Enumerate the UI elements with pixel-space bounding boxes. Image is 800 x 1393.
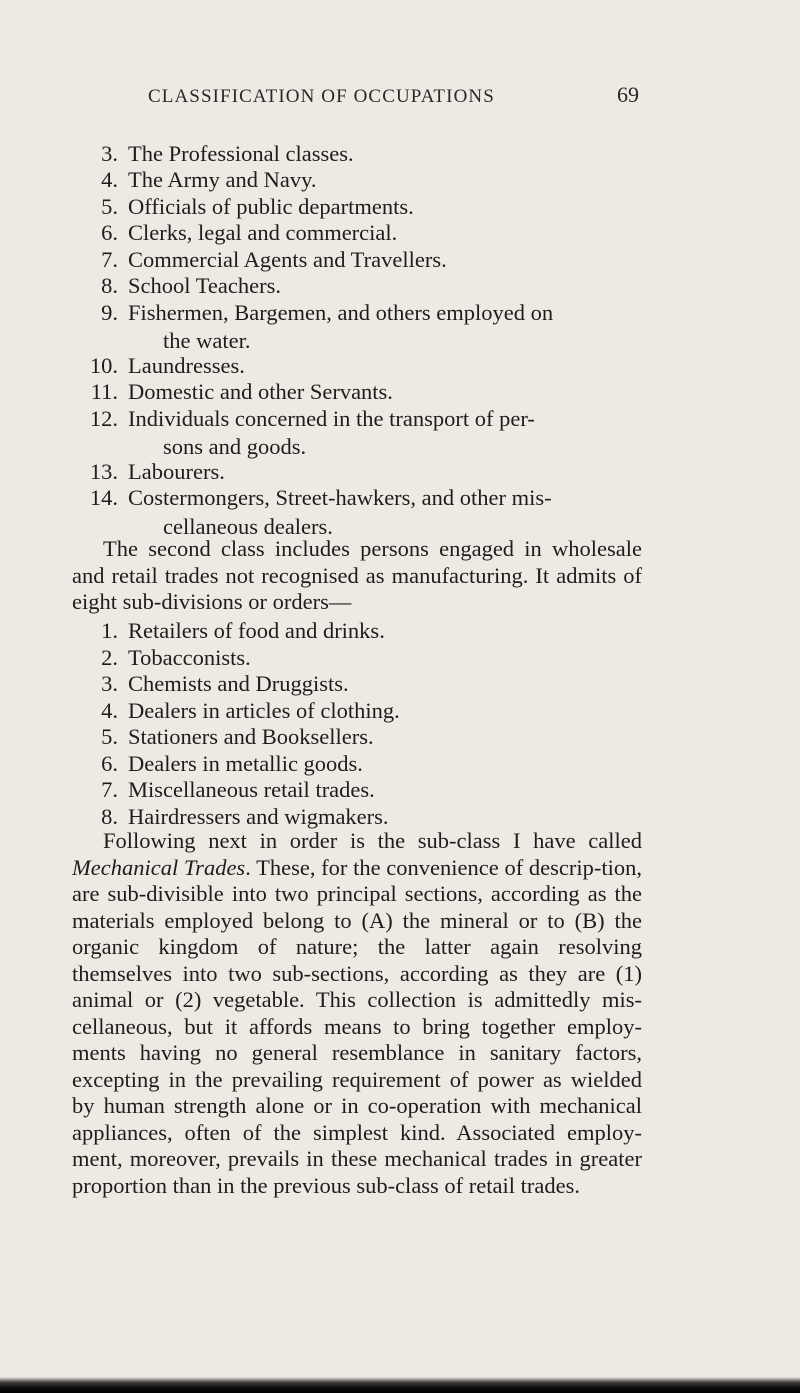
list1-item-number: 13. (89, 459, 118, 484)
list2-item (101, 751, 363, 776)
list1-item-number: 5. (101, 194, 118, 219)
list1-item (90, 379, 393, 404)
list2-item-number: 7. (101, 777, 118, 802)
list1-item-continuation: cellaneous dealers. (163, 514, 333, 539)
list2-item (101, 777, 375, 802)
list2-item-text: Chemists and Druggists. (128, 671, 349, 696)
list2-item-text: Stationers and Booksellers. (128, 724, 374, 749)
list1-item-text: Laundresses. (128, 353, 245, 378)
list2-item-text: Tobacconists. (128, 645, 251, 670)
page-header (148, 82, 668, 116)
list1-item (101, 167, 317, 192)
list1-item-text: Individuals concerned in the transport of per- (128, 406, 535, 431)
list1-item-text: School Teachers. (128, 273, 281, 298)
list1-item-continuation: the water. (163, 328, 251, 353)
list1-item-number: 7. (101, 247, 118, 272)
italic-term: Mechanical Trades (72, 854, 246, 880)
list1-item-number: 9. (101, 300, 118, 325)
list1-item (89, 485, 552, 510)
list1-item-text: Commercial Agents and Travellers. (128, 247, 447, 272)
list1-item-number: 8. (101, 273, 118, 298)
list1-item (89, 406, 535, 431)
list2-item (101, 724, 374, 749)
paragraph-text-continued: . These, for the convenience of descrip-tion, are sub-divisible into two principal sections, according as the materials employed belong to (A) the mineral or to (B) the organic kingdom of nature; the latter again resolving themselves into two sub-sections, according as they are (1) animal or (2) vegetable. This collection is admittedly mis-cellaneous, but it affords means to bring together employ-ments having no general resemblance in sanitary factors, excepting in the prevailing requirement of power as wielded by human strength alone or in co-operation with mechanical appliances, often of the simplest kind. Associated employ-ment, moreover, prevails in these mechanical trades in greater proportion than in the previous sub-class of retail trades. (72, 854, 642, 1198)
list1-item-text: The Professional classes. (128, 141, 354, 166)
list2-item (101, 671, 349, 696)
paragraph-mechanical-trades (72, 828, 642, 1199)
list1-item-text: Domestic and other Servants. (128, 379, 393, 404)
list1-item (89, 459, 225, 484)
list2-item (101, 698, 400, 723)
list2-item-text: Dealers in metallic goods. (128, 751, 363, 776)
list2-item-number: 3. (101, 671, 118, 696)
list2-item-number: 4. (101, 698, 118, 723)
list2-item-text: Miscellaneous retail trades. (128, 777, 375, 802)
list2-item-number: 2. (101, 645, 118, 670)
page-bottom-edge (0, 1377, 800, 1393)
list2-item (101, 645, 251, 670)
list1-item-text: The Army and Navy. (128, 167, 317, 192)
list1-item-text: Costermongers, Street-hawkers, and other mis- (128, 485, 552, 510)
list2-item-number: 8. (101, 804, 118, 829)
list1-item (89, 353, 245, 378)
page-number: 69 (617, 82, 639, 107)
list1-item-number: 11. (90, 379, 118, 404)
list1-item (101, 300, 554, 325)
list1-item-number: 3. (101, 141, 118, 166)
list2-item (101, 804, 389, 829)
running-head: CLASSIFICATION OF OCCUPATIONS (148, 86, 495, 107)
list1-item-number: 6. (101, 220, 118, 245)
list1-item-continuation: sons and goods. (163, 434, 307, 459)
list1-item-number: 4. (101, 167, 118, 192)
list1-item (101, 220, 398, 245)
list1-item (101, 273, 281, 298)
list2-item (101, 618, 385, 643)
list2-item-text: Retailers of food and drinks. (128, 618, 385, 643)
list2-item-number: 1. (101, 618, 118, 643)
paragraph-second-class: The second class includes persons engaged in wholesale and retail trades not recognised as manufacturing. It admits of eight sub-divisions or orders— (72, 536, 642, 614)
list1-item (101, 194, 414, 219)
list1-item-number: 14. (89, 485, 118, 510)
list1-item-text: Labourers. (128, 459, 225, 484)
list2-item-text: Dealers in articles of clothing. (128, 698, 400, 723)
list1-item-text: Officials of public departments. (128, 194, 414, 219)
list2-item-number: 5. (101, 724, 118, 749)
list1-item-text: Clerks, legal and commercial. (128, 220, 398, 245)
list1-item (101, 247, 447, 272)
paragraph-text: Following next in order is the sub-class I have called (103, 828, 642, 853)
list2-item-number: 6. (101, 751, 118, 776)
list1-item (101, 141, 354, 166)
list2-item-text: Hairdressers and wigmakers. (128, 804, 389, 829)
list1-item-text: Fishermen, Bargemen, and others employed on (128, 300, 554, 325)
list1-item-number: 12. (89, 406, 118, 431)
list1-item-number: 10. (89, 353, 118, 378)
